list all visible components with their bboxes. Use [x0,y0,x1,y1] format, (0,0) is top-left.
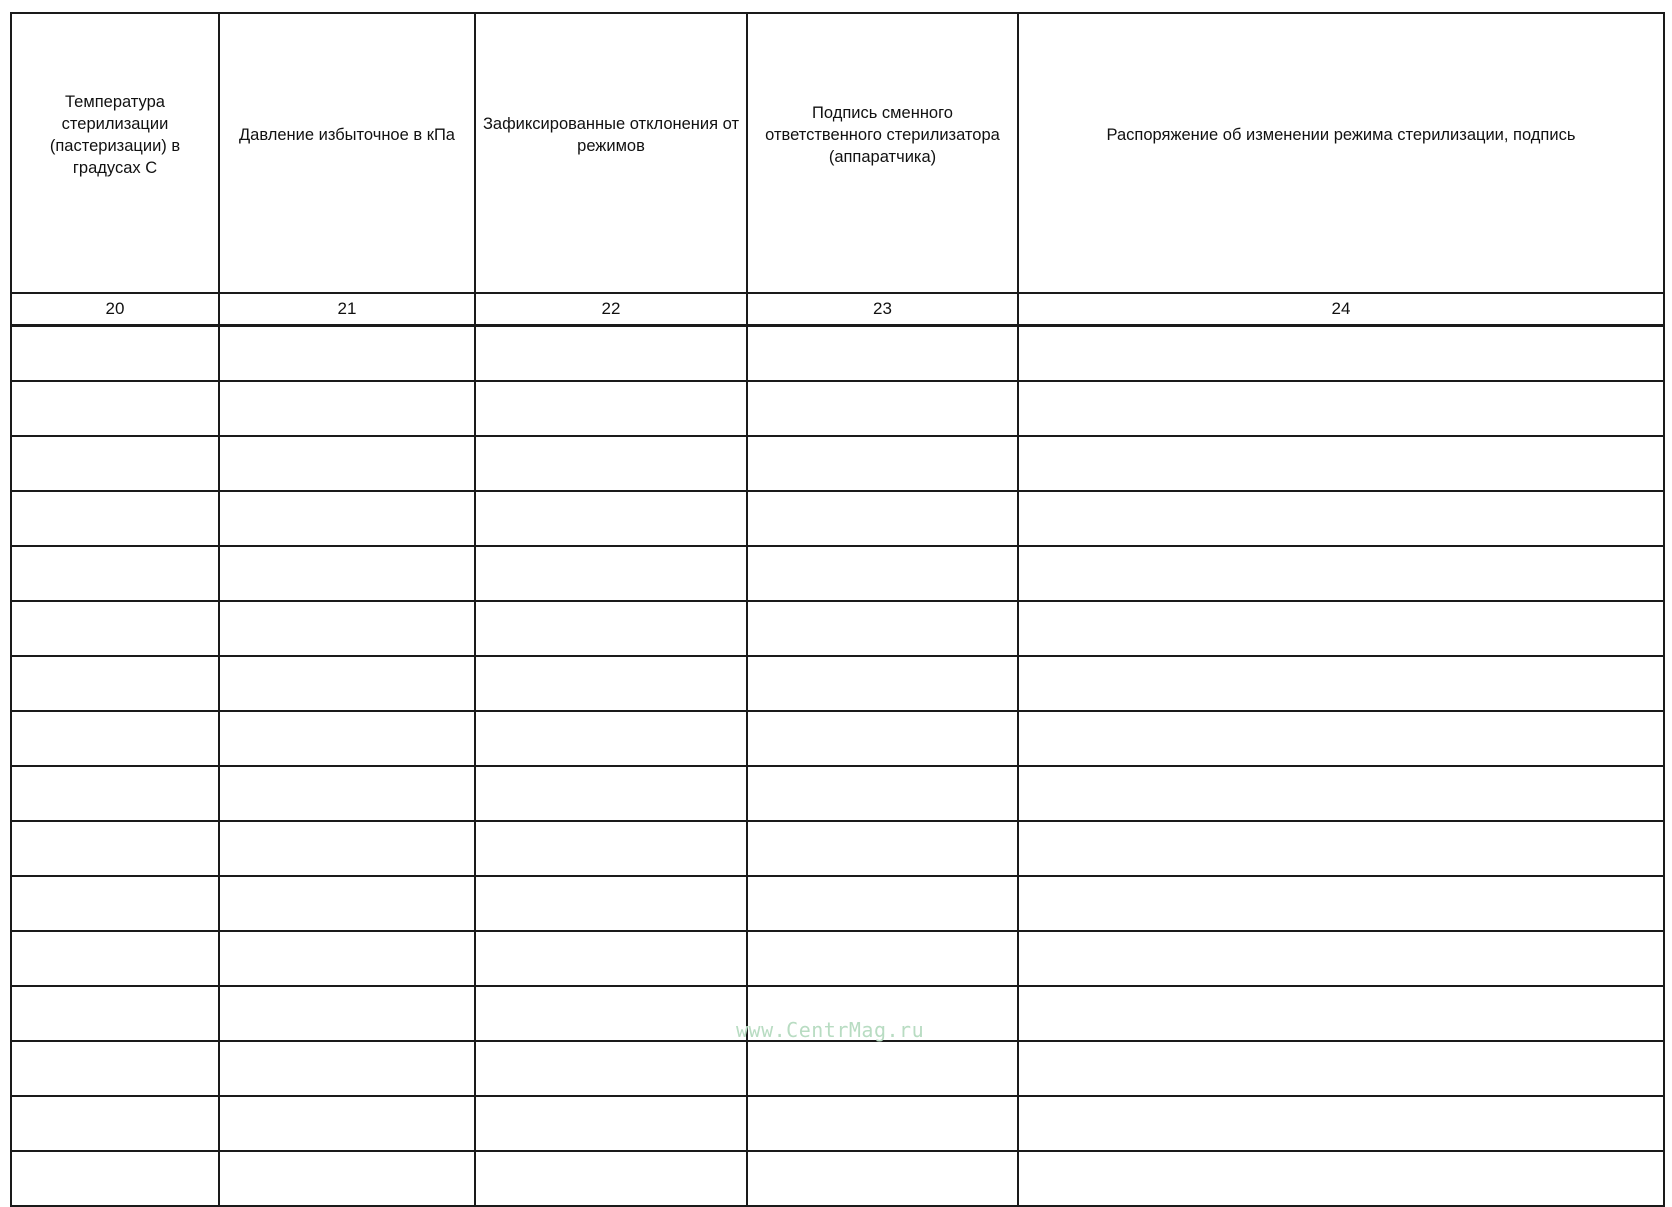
table-row [11,381,1664,436]
table-cell[interactable] [219,876,475,931]
table-cell[interactable] [475,821,747,876]
table-cell[interactable] [747,381,1018,436]
table-cell[interactable] [1018,491,1664,546]
table-cell[interactable] [219,1041,475,1096]
table-row [11,601,1664,656]
table-row [11,876,1664,931]
table-cell[interactable] [219,1151,475,1206]
table-cell[interactable] [1018,821,1664,876]
column-number: 22 [475,293,747,326]
column-header-pressure: Давление избыточное в кПа [219,13,475,293]
table-cell[interactable] [219,491,475,546]
table-cell[interactable] [11,326,219,382]
table-cell[interactable] [11,656,219,711]
table-cell[interactable] [1018,711,1664,766]
table-row [11,1151,1664,1206]
table-cell[interactable] [1018,381,1664,436]
table-cell[interactable] [11,711,219,766]
table-row [11,491,1664,546]
table-cell[interactable] [747,601,1018,656]
table-cell[interactable] [11,1151,219,1206]
table-cell[interactable] [11,1096,219,1151]
column-number: 24 [1018,293,1664,326]
table-cell[interactable] [1018,876,1664,931]
table-cell[interactable] [11,436,219,491]
table-row [11,656,1664,711]
table-cell[interactable] [219,1096,475,1151]
table-cell[interactable] [747,711,1018,766]
table-cell[interactable] [11,601,219,656]
table-cell[interactable] [219,931,475,986]
table-cell[interactable] [219,436,475,491]
table-cell[interactable] [11,986,219,1041]
table-cell[interactable] [1018,546,1664,601]
column-number: 21 [219,293,475,326]
table-cell[interactable] [219,601,475,656]
table-cell[interactable] [475,436,747,491]
table-cell[interactable] [1018,766,1664,821]
table-cell[interactable] [11,1041,219,1096]
table-cell[interactable] [747,656,1018,711]
table-cell[interactable] [747,1096,1018,1151]
table-row [11,1041,1664,1096]
column-header-temperature: Температура стерилизации (пастеризации) в градусах С [11,13,219,293]
column-header-deviations: Зафиксированные отклонения от режимов [475,13,747,293]
table-cell[interactable] [475,711,747,766]
table-cell[interactable] [475,546,747,601]
column-header-operator-signature: Подпись сменного ответственного стерилизатора (аппаратчика) [747,13,1018,293]
table-cell[interactable] [11,876,219,931]
table-cell[interactable] [747,931,1018,986]
column-number: 20 [11,293,219,326]
header-row [11,13,1664,293]
table-cell[interactable] [1018,326,1664,382]
watermark: www.CentrMag.ru [736,1018,925,1042]
table-cell[interactable] [11,766,219,821]
table-cell[interactable] [219,821,475,876]
table-cell[interactable] [219,546,475,601]
table-cell[interactable] [747,766,1018,821]
table-cell[interactable] [219,711,475,766]
table-cell[interactable] [1018,931,1664,986]
table-cell[interactable] [1018,1151,1664,1206]
table-cell[interactable] [219,986,475,1041]
table-cell[interactable] [475,656,747,711]
table-row [11,436,1664,491]
table-cell[interactable] [11,491,219,546]
table-row [11,821,1664,876]
table-cell[interactable] [219,381,475,436]
table-cell[interactable] [475,1096,747,1151]
table-cell[interactable] [475,381,747,436]
table-cell[interactable] [747,1151,1018,1206]
table-cell[interactable] [747,821,1018,876]
table-cell[interactable] [11,546,219,601]
table-cell[interactable] [1018,1096,1664,1151]
table-cell[interactable] [747,876,1018,931]
table-cell[interactable] [1018,656,1664,711]
table-cell[interactable] [11,931,219,986]
table-cell[interactable] [219,326,475,382]
table-cell[interactable] [11,381,219,436]
table-cell[interactable] [475,601,747,656]
table-cell[interactable] [747,326,1018,382]
table-cell[interactable] [475,1151,747,1206]
table-cell[interactable] [219,766,475,821]
table-cell[interactable] [475,766,747,821]
column-number-row [11,293,1664,326]
table-cell[interactable] [475,986,747,1041]
table-row [11,546,1664,601]
sterilization-log-sheet [10,12,1663,1172]
table-cell[interactable] [1018,436,1664,491]
table-cell[interactable] [219,656,475,711]
table-row [11,766,1664,821]
table-row [11,326,1664,382]
column-number: 23 [747,293,1018,326]
table-cell[interactable] [747,546,1018,601]
column-header-mode-change-order: Распоряжение об изменении режима стерилизации, подпись [1018,13,1664,293]
table-cell[interactable] [747,436,1018,491]
table-cell[interactable] [1018,601,1664,656]
table-cell[interactable] [475,1041,747,1096]
table-cell[interactable] [11,821,219,876]
table-row [11,931,1664,986]
table-row [11,711,1664,766]
table-cell[interactable] [475,326,747,382]
table-cell[interactable] [1018,986,1664,1041]
table-cell[interactable] [1018,1041,1664,1096]
table-cell[interactable] [475,491,747,546]
table-cell[interactable] [475,931,747,986]
table-cell[interactable] [747,491,1018,546]
table-cell[interactable] [475,876,747,931]
table-cell[interactable] [747,1041,1018,1096]
table-row [11,1096,1664,1151]
